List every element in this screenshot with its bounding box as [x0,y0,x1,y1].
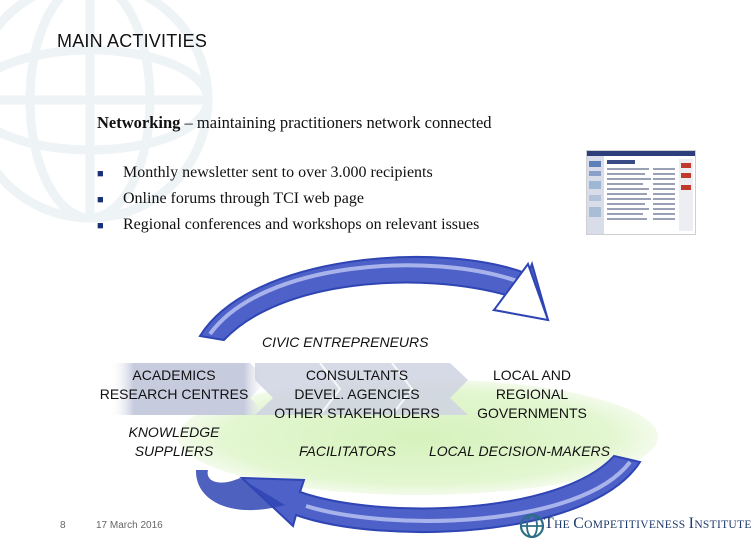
square-bullet-icon: ■ [97,168,104,180]
label-knowledge-suppliers [114,423,234,461]
label-facilitators: FACILITATORS [299,443,396,459]
heading-description: – maintaining practitioners network connected [180,113,492,132]
logo-letter: I [688,515,695,532]
logo-letter: T [544,515,555,532]
label-line: CONSULTANTS [305,367,409,383]
logo-letters: HE [554,519,574,531]
label-line: GOVERNMENTS [477,405,587,421]
label-line: REGIONAL [495,386,569,402]
footer-date: 17 March 2016 [96,520,163,531]
label-line: OTHER STAKEHOLDERS [274,405,440,421]
label-local-decision-makers: LOCAL DECISION-MAKERS [429,443,611,459]
list-item-text: Online forums through TCI web page [123,190,364,207]
cycle-arrow-top [200,257,548,340]
label-line: SUPPLIERS [134,443,214,459]
label-line: ACADEMICS [132,367,216,383]
logo-letter: C [573,515,585,532]
logo-wordmark [544,515,752,533]
label-consultants [258,366,456,423]
list-item-text: Monthly newsletter sent to over 3.000 recipients [123,164,433,181]
square-bullet-icon: ■ [97,220,104,232]
label-civic-entrepreneurs: CIVIC ENTREPRENEURS [262,334,429,350]
label-local-governments [466,366,598,423]
label-line: RESEARCH CENTRES [99,386,249,402]
square-bullet-icon: ■ [97,194,104,206]
heading-keyword: Networking [97,113,181,132]
label-line: KNOWLEDGE [128,424,220,440]
label-line: DEVEL. AGENCIES [294,386,420,402]
logo-letters: OMPETITIVENESS [584,519,689,531]
label-line: LOCAL AND [492,367,572,383]
slide-title: MAIN ACTIVITIES [57,31,208,51]
page-number: 8 [60,520,66,531]
logo-letters: NSTITUTE [694,519,752,531]
list-item-text: Regional conferences and workshops on relevant issues [123,216,480,233]
label-academics [89,366,259,404]
